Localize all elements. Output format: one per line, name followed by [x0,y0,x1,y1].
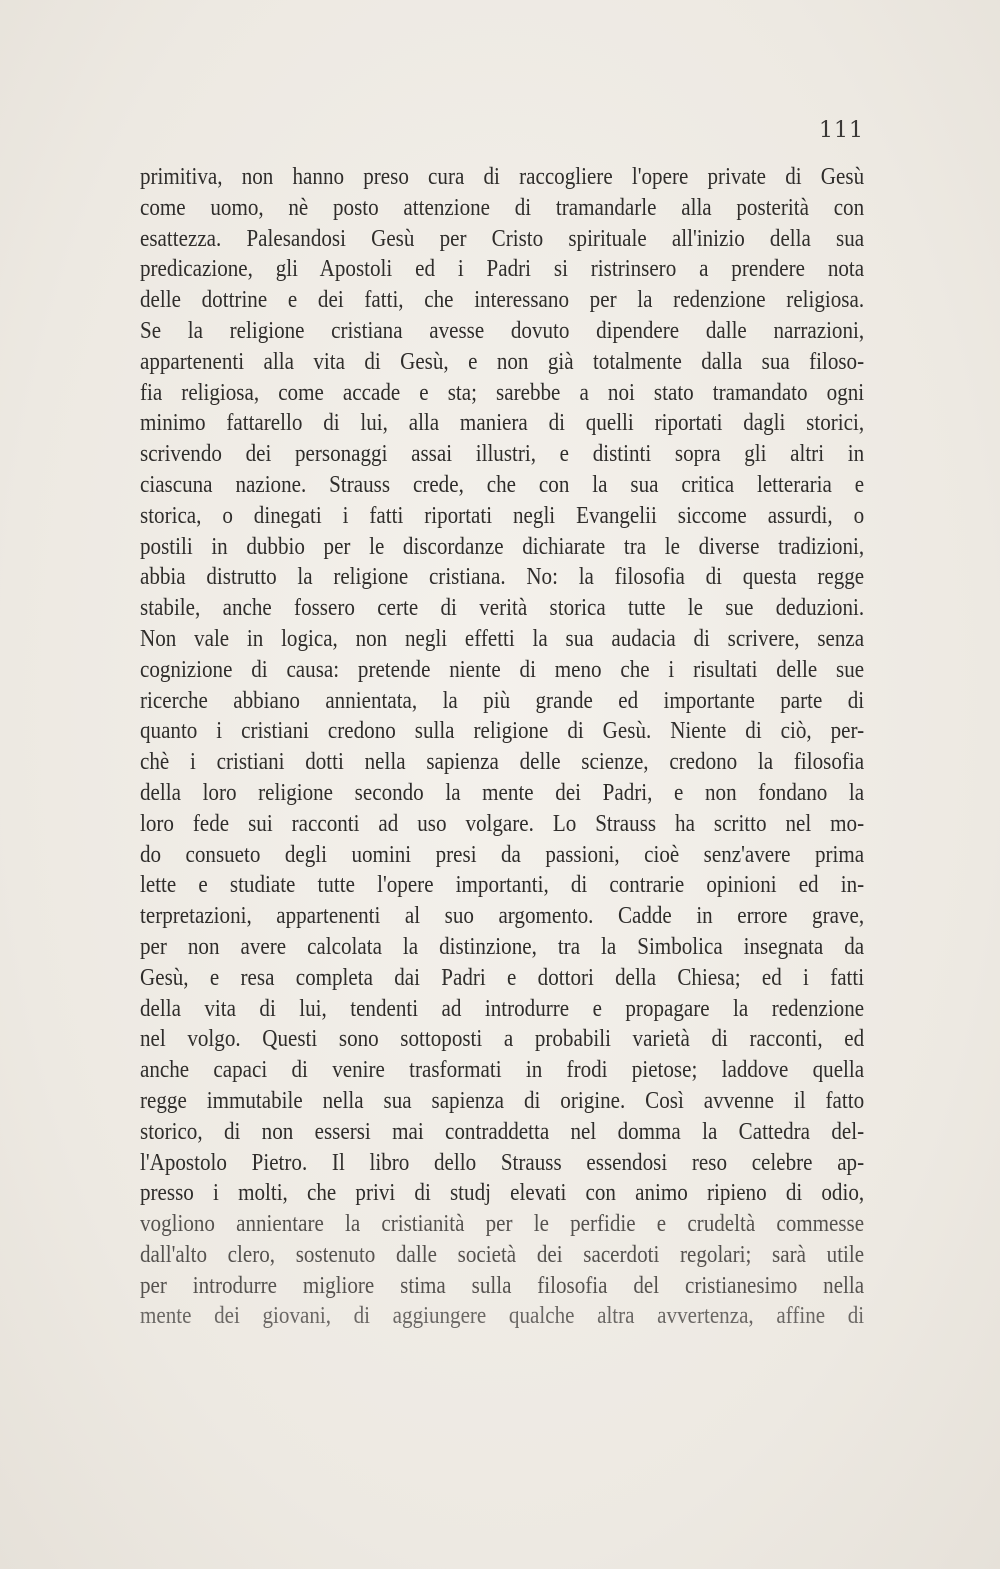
text-line: terpretazioni, appartenenti al suo argomento. Cadde in errore grave, [140,902,865,930]
text-line: vogliono annientare la cristianità per le perfidie e crudeltà commesse [140,1210,865,1238]
text-line: ciascuna nazione. Strauss crede, che con la sua critica letteraria e [140,470,865,498]
text-line: lette e studiate tutte l'opere importanti, di contrarie opinioni ed in- [140,871,865,899]
text-line: minimo fattarello di lui, alla maniera di quelli riportati dagli storici, [140,409,865,437]
text-line: primitiva, non hanno preso cura di raccogliere l'opere private di Gesù [140,163,865,190]
text-line: dall'alto clero, sostenuto dalle società dei sacerdoti regolari; sarà utile [140,1240,865,1268]
text-line: delle dottrine e dei fatti, che interessano per la redenzione religiosa. [140,286,865,314]
text-line: ricerche abbiano annientata, la più grande ed importante parte di [140,686,865,714]
body-text [140,162,864,1332]
text-line: cognizione di causa: pretende niente di meno che i risultati delle sue [140,655,865,683]
text-line: della vita di lui, tendenti ad introdurre e propagare la redenzione [140,994,865,1022]
text-line: Se la religione cristiana avesse dovuto dipendere dalle narrazioni, [140,316,865,344]
text-line: presso i molti, che privi di studj elevati con animo ripieno di odio, [140,1179,865,1207]
text-line: stabile, anche fossero certe di verità storica tutte le sue deduzioni. [140,594,865,622]
page-number: 111 [819,118,864,143]
text-line: regge immutabile nella sua sapienza di origine. Così avvenne il fatto [140,1086,865,1114]
text-line: esattezza. Palesandosi Gesù per Cristo spirituale all'inizio della sua [140,224,865,252]
text-line: per introdurre migliore stima sulla filosofia del cristianesimo nella [140,1271,865,1299]
text-line: Gesù, e resa completa dai Padri e dottori della Chiesa; ed i fatti [140,963,865,991]
text-line: storico, di non essersi mai contraddetta nel domma la Cattedra del- [140,1117,865,1145]
text-line: quanto i cristiani credono sulla religione di Gesù. Niente di ciò, per- [140,717,865,745]
text-line: loro fede sui racconti ad uso volgare. Lo Strauss ha scritto nel mo- [140,809,865,837]
text-line: fia religiosa, come accade e sta; sarebbe a noi stato tramandato ogni [140,378,865,406]
text-line: abbia distrutto la religione cristiana. No: la filosofia di questa regge [140,563,865,591]
text-line: nel volgo. Questi sono sottoposti a probabili varietà di racconti, ed [140,1025,865,1053]
text-line: predicazione, gli Apostoli ed i Padri si ristrinsero a prendere nota [140,255,865,283]
text-line: per non avere calcolata la distinzione, tra la Simbolica insegnata da [140,932,865,960]
text-line: chè i cristiani dotti nella sapienza delle scienze, credono la filosofia [140,748,865,776]
text-line: anche capaci di venire trasformati in frodi pietose; laddove quella [140,1056,865,1084]
text-line: Non vale in logica, non negli effetti la sua audacia di scrivere, senza [140,624,865,652]
text-line: scrivendo dei personaggi assai illustri, e distinti sopra gli altri in [140,440,865,468]
text-line: appartenenti alla vita di Gesù, e non già totalmente dalla sua filoso- [140,347,865,375]
text-line: della loro religione secondo la mente dei Padri, e non fondano la [140,778,865,806]
text-line: come uomo, nè posto attenzione di tramandarle alla posterità con [140,193,865,221]
text-line: l'Apostolo Pietro. Il libro dello Strauss essendosi reso celebre ap- [140,1148,865,1176]
text-line: storica, o dinegati i fatti riportati negli Evangelii siccome assurdi, o [140,501,865,529]
text-line: postili in dubbio per le discordanze dichiarate tra le diverse tradizioni, [140,532,865,560]
text-line: do consueto degli uomini presi da passioni, cioè senz'avere prima [140,840,865,868]
text-line: mente dei giovani, di aggiungere qualche altra avvertenza, affine di [140,1302,865,1330]
